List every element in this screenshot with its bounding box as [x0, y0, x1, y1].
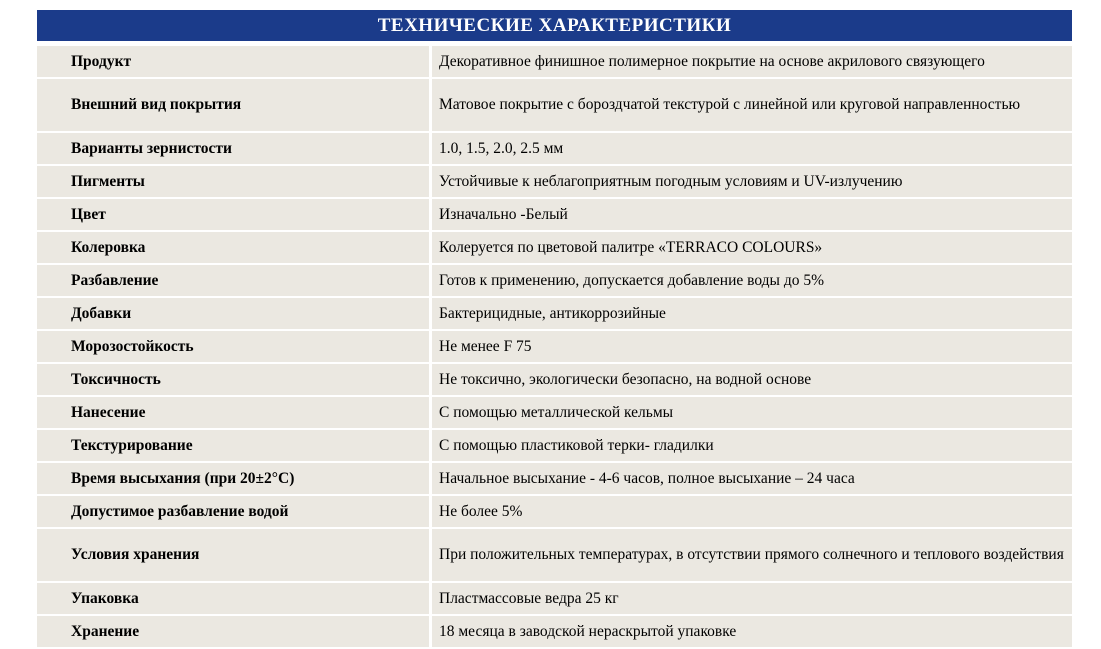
- table-row: [37, 46, 1072, 77]
- param-value: С помощью металлической кельмы: [432, 397, 1072, 428]
- table-row: [37, 529, 1072, 581]
- param-label: Варианты зернистости: [37, 133, 432, 164]
- param-label: Продукт: [37, 46, 432, 77]
- param-label: Колеровка: [37, 232, 432, 263]
- param-label: Допустимое разбавление водой: [37, 496, 432, 527]
- table-row: [37, 133, 1072, 164]
- param-value: 18 месяца в заводской нераскрытой упаковке: [432, 616, 1072, 647]
- param-label: Добавки: [37, 298, 432, 329]
- param-label: Морозостойкость: [37, 331, 432, 362]
- param-value: Колеруется по цветовой палитре «TERRACO COLOURS»: [432, 232, 1072, 263]
- param-label: Хранение: [37, 616, 432, 647]
- param-value: Бактерицидные, антикоррозийные: [432, 298, 1072, 329]
- table-row: [37, 430, 1072, 461]
- param-value: Готов к применению, допускается добавление воды до 5%: [432, 265, 1072, 296]
- param-value: Не токсично, экологически безопасно, на водной основе: [432, 364, 1072, 395]
- table-title: ТЕХНИЧЕСКИЕ ХАРАКТЕРИСТИКИ: [37, 10, 1072, 41]
- param-value: Начальное высыхание - 4-6 часов, полное высыхание – 24 часа: [432, 463, 1072, 494]
- param-label: Текстурирование: [37, 430, 432, 461]
- param-value: При положительных температурах, в отсутствии прямого солнечного и теплового воздействия: [432, 529, 1072, 581]
- table-row: [37, 616, 1072, 647]
- param-value: Декоративное финишное полимерное покрытие на основе акрилового связующего: [432, 46, 1072, 77]
- param-value: Пластмассовые ведра 25 кг: [432, 583, 1072, 614]
- param-label: Условия хранения: [37, 529, 432, 581]
- param-value: 1.0, 1.5, 2.0, 2.5 мм: [432, 133, 1072, 164]
- param-label: Упаковка: [37, 583, 432, 614]
- table-row: [37, 463, 1072, 494]
- table-row: [37, 232, 1072, 263]
- param-label: Нанесение: [37, 397, 432, 428]
- table-row: [37, 265, 1072, 296]
- param-value: Не более 5%: [432, 496, 1072, 527]
- table-row: [37, 496, 1072, 527]
- param-value: Не менее F 75: [432, 331, 1072, 362]
- table-row: [37, 397, 1072, 428]
- specs-table: [37, 44, 1072, 649]
- param-label: Токсичность: [37, 364, 432, 395]
- table-row: [37, 79, 1072, 131]
- param-value: С помощью пластиковой терки- гладилки: [432, 430, 1072, 461]
- param-value: Устойчивые к неблагоприятным погодным условиям и UV-излучению: [432, 166, 1072, 197]
- param-label: Пигменты: [37, 166, 432, 197]
- table-row: [37, 298, 1072, 329]
- param-value: Матовое покрытие с бороздчатой текстурой с линейной или круговой направленностью: [432, 79, 1072, 131]
- table-row: [37, 583, 1072, 614]
- param-label: Цвет: [37, 199, 432, 230]
- param-value: Изначально -Белый: [432, 199, 1072, 230]
- table-row: [37, 364, 1072, 395]
- param-label: Время высыхания (при 20±2°С): [37, 463, 432, 494]
- table-row: [37, 331, 1072, 362]
- param-label: Внешний вид покрытия: [37, 79, 432, 131]
- table-row: [37, 166, 1072, 197]
- table-row: [37, 199, 1072, 230]
- param-label: Разбавление: [37, 265, 432, 296]
- spec-sheet: [37, 10, 1072, 649]
